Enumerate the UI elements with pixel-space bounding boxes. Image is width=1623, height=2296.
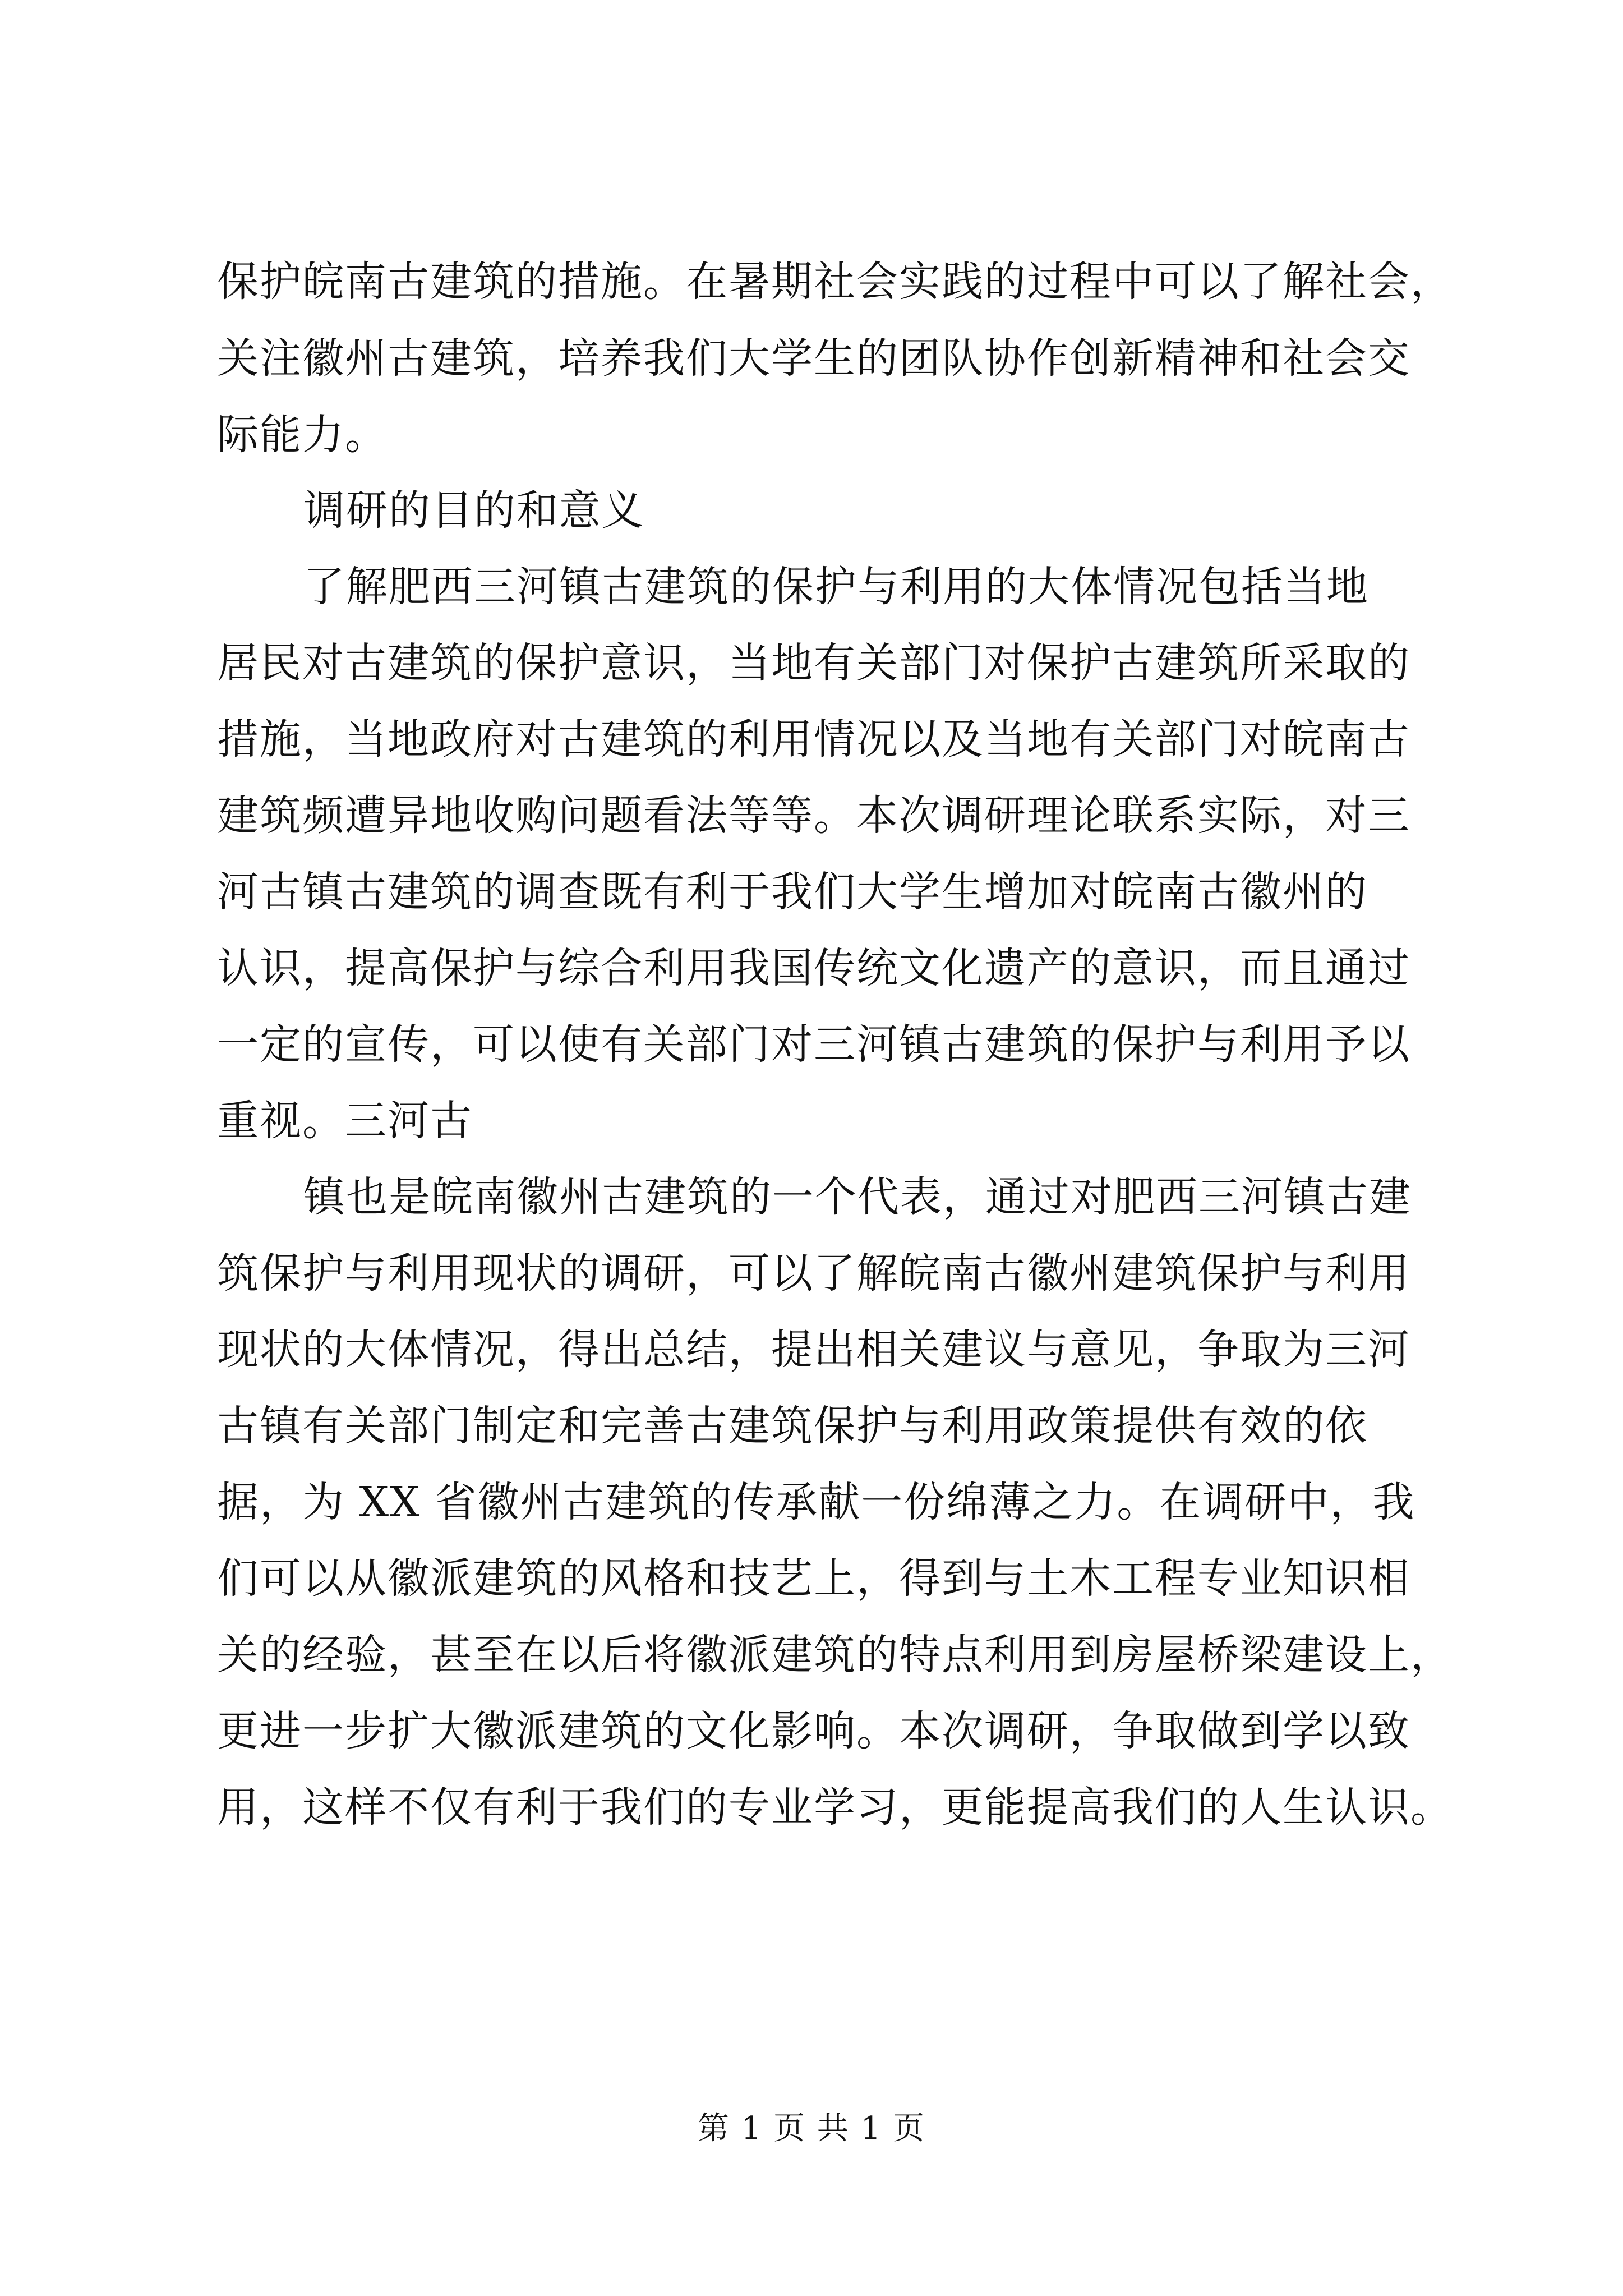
text-line: 镇也是皖南徽州古建筑的一个代表，通过对肥西三河镇古建 [303, 1173, 1412, 1221]
text-line: 关注徽州古建筑，培养我们大学生的团队协作创新精神和社会交 [217, 334, 1410, 383]
text-line: 一定的宣传，可以使有关部门对三河镇古建筑的保护与利用予以 [217, 1020, 1410, 1069]
text-line: 据，为 XX 省徽州古建筑的传承献一份绵薄之力。在调研中，我 [217, 1478, 1415, 1526]
page-footer: 第 1 页 共 1 页 [697, 2110, 926, 2147]
text-line: 居民对古建筑的保护意识，当地有关部门对保护古建筑所采取的 [217, 639, 1410, 687]
text-line: 际能力。 [217, 411, 388, 459]
text-line: 们可以从徽派建筑的风格和技艺上，得到与土木工程专业知识相 [217, 1554, 1410, 1603]
text-line: 现状的大体情况，得出总结，提出相关建议与意见，争取为三河 [217, 1326, 1410, 1374]
text-line: 古镇有关部门制定和完善古建筑保护与利用政策提供有效的依 [217, 1402, 1368, 1450]
text-line: 保护皖南古建筑的措施。在暑期社会实践的过程中可以了解社会， [217, 257, 1453, 306]
text-line: 河古镇古建筑的调查既有利于我们大学生增加对皖南古徽州的 [217, 868, 1368, 916]
text-line: 用，这样不仅有利于我们的专业学习，更能提高我们的人生认识。 [217, 1783, 1453, 1832]
text-line: 建筑频遭异地收购问题看法等等。本次调研理论联系实际，对三 [217, 792, 1410, 840]
section-heading: 调研的目的和意义 [303, 486, 644, 535]
text-line: 关的经验，甚至在以后将徽派建筑的特点利用到房屋桥梁建设上， [217, 1631, 1453, 1679]
text-line: 更进一步扩大徽派建筑的文化影响。本次调研，争取做到学以致 [217, 1707, 1410, 1755]
text-line: 认识，提高保护与综合利用我国传统文化遗产的意识，而且通过 [217, 944, 1410, 992]
text-line: 筑保护与利用现状的调研，可以了解皖南古徽州建筑保护与利用 [217, 1249, 1410, 1297]
text-line: 了解肥西三河镇古建筑的保护与利用的大体情况包括当地 [303, 563, 1369, 611]
text-line: 措施，当地政府对古建筑的利用情况以及当地有关部门对皖南古 [217, 715, 1410, 763]
text-line: 重视。三河古 [217, 1097, 473, 1145]
